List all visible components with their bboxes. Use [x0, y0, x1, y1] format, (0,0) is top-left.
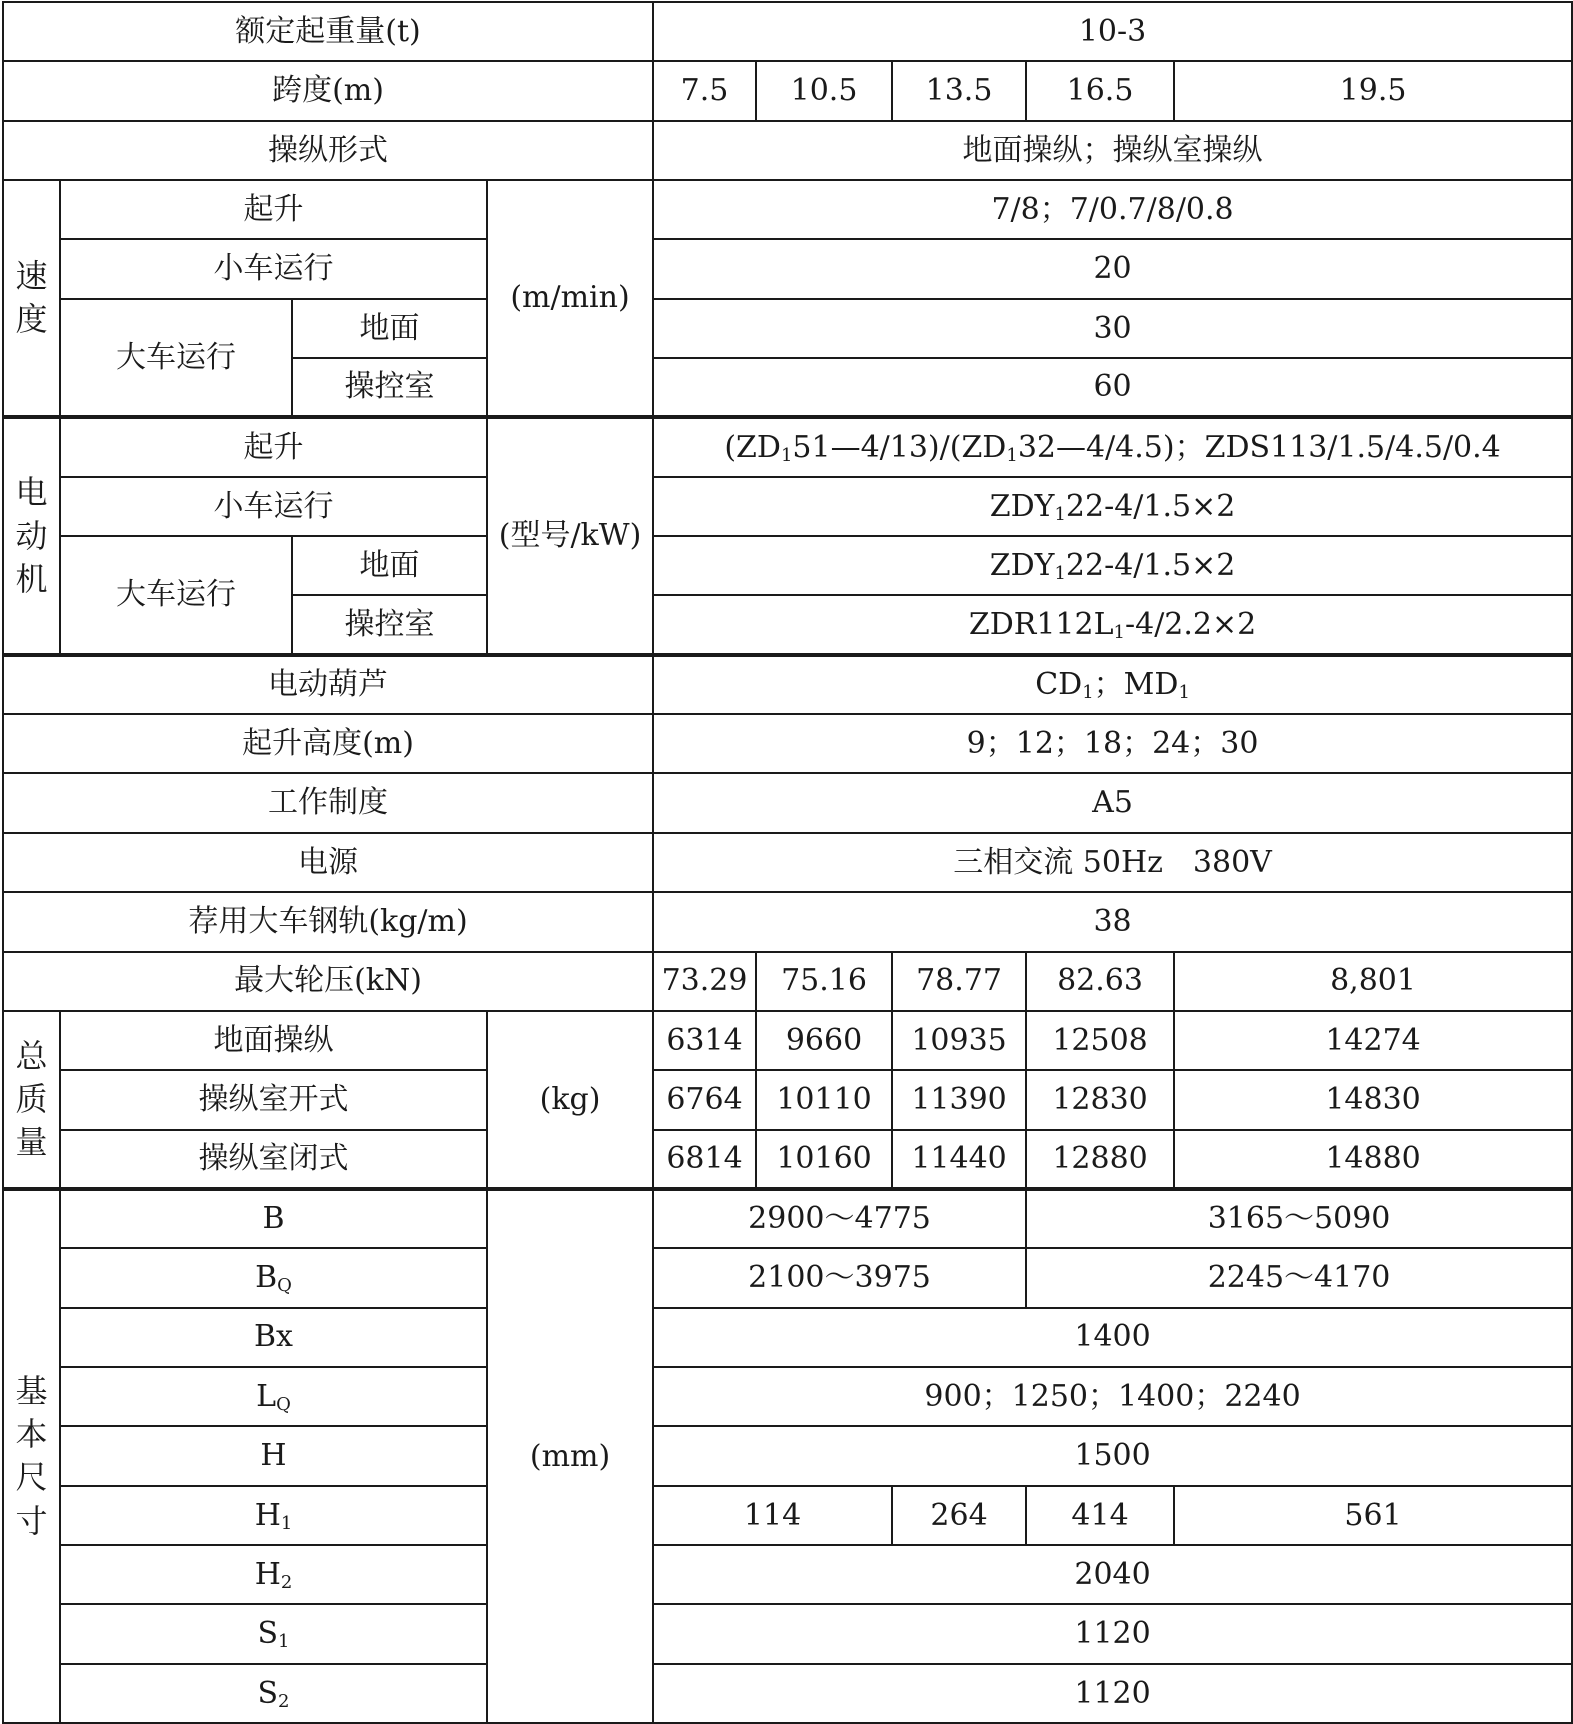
- mass-value: 12508: [1026, 1011, 1174, 1070]
- value-dim-S1: 1120: [653, 1604, 1572, 1663]
- label-duty: 工作制度: [3, 773, 653, 832]
- mass-value: 14274: [1174, 1011, 1572, 1070]
- mass-value: 6814: [653, 1130, 756, 1189]
- label-span: 跨度(m): [3, 61, 653, 120]
- wheel-load-value: 8,801: [1174, 952, 1572, 1011]
- label-mass-cab-closed: 操纵室闭式: [60, 1130, 487, 1189]
- row-max-wheel-load: [3, 952, 1572, 1011]
- row-dim-B: [3, 1189, 1572, 1248]
- label-lift-height: 起升高度(m): [3, 714, 653, 773]
- mass-value: 11390: [892, 1070, 1026, 1129]
- label-motor-trolley: 小车运行: [60, 477, 487, 536]
- dim-H1-value: 414: [1026, 1486, 1174, 1545]
- row-motor-hoist: [3, 417, 1572, 476]
- row-rail: [3, 892, 1572, 951]
- label-dim-S2: $S_2$: [60, 1664, 487, 1723]
- mass-value: 12880: [1026, 1130, 1174, 1189]
- unit-dimensions: (mm): [487, 1189, 653, 1723]
- group-char: 机: [15, 559, 48, 598]
- crane-spec-table: [2, 1, 1573, 1724]
- label-motor-crane-travel: 大车运行: [60, 536, 292, 655]
- label-speed-trolley: 小车运行: [60, 239, 487, 298]
- row-dim-BQ: [3, 1248, 1572, 1307]
- unit-total-mass: (kg): [487, 1011, 653, 1189]
- mass-value: 14880: [1174, 1130, 1572, 1189]
- row-speed-trolley: [3, 239, 1572, 298]
- mass-value: 10935: [892, 1011, 1026, 1070]
- mass-value: 10160: [756, 1130, 892, 1189]
- value-dim-LQ: 900；1250；1400；2240: [653, 1367, 1572, 1426]
- group-char: 总: [15, 1036, 48, 1075]
- value-power: 三相交流 50Hz 380V: [653, 833, 1572, 892]
- row-dim-H2: [3, 1545, 1572, 1604]
- label-hoist-type: 电动葫芦: [3, 655, 653, 714]
- label-speed-hoist: 起升: [60, 180, 487, 239]
- unit-motor: (型号/kW): [487, 417, 653, 654]
- row-rated-load: [3, 2, 1572, 61]
- label-max-wheel-load: 最大轮压(kN): [3, 952, 653, 1011]
- value-motor-crane-cab: $ZDR112L_1-4/2.2\times 2$: [653, 595, 1572, 654]
- mass-value: 9660: [756, 1011, 892, 1070]
- row-dim-S2: [3, 1664, 1572, 1723]
- value-speed-trolley: 20: [653, 239, 1572, 298]
- dim-H1-value: 561: [1174, 1486, 1572, 1545]
- label-dim-BQ: $B_Q$: [60, 1248, 487, 1307]
- row-dim-H: [3, 1426, 1572, 1485]
- value-speed-hoist: 7/8；7/0.7/8/0.8: [653, 180, 1572, 239]
- label-power: 电源: [3, 833, 653, 892]
- span-value: 7.5: [653, 61, 756, 120]
- row-speed-crane-ground: [3, 299, 1572, 358]
- label-dim-H2: $H_2$: [60, 1545, 487, 1604]
- mass-value: 14830: [1174, 1070, 1572, 1129]
- group-char: 速: [15, 257, 48, 296]
- group-label-dimensions: [3, 1189, 60, 1723]
- wheel-load-value: 78.77: [892, 952, 1026, 1011]
- value-speed-crane-cab: 60: [653, 358, 1572, 417]
- row-lift-height: [3, 714, 1572, 773]
- label-control-mode: 操纵形式: [3, 121, 653, 180]
- value-dim-S2: 1120: [653, 1664, 1572, 1723]
- row-dim-BX: [3, 1308, 1572, 1367]
- row-control-mode: [3, 121, 1572, 180]
- mass-value: 12830: [1026, 1070, 1174, 1129]
- row-duty: [3, 773, 1572, 832]
- row-dim-H1: [3, 1486, 1572, 1545]
- dim-B-value-short: 2900～4775: [653, 1189, 1026, 1248]
- value-dim-H2: 2040: [653, 1545, 1572, 1604]
- mass-value: 10110: [756, 1070, 892, 1129]
- row-power: [3, 833, 1572, 892]
- group-char: 量: [15, 1122, 48, 1161]
- label-motor-hoist: 起升: [60, 417, 487, 476]
- group-label-total-mass: [3, 1011, 60, 1189]
- value-rated-load: 10-3: [653, 2, 1572, 61]
- row-span: [3, 61, 1572, 120]
- label-motor-crane-ground: 地面: [292, 536, 487, 595]
- row-speed-hoist: [3, 180, 1572, 239]
- mass-value: 6314: [653, 1011, 756, 1070]
- row-motor-crane-ground: [3, 536, 1572, 595]
- label-dim-S1: $S_1$: [60, 1604, 487, 1663]
- group-char: 本: [15, 1415, 48, 1454]
- group-char: 度: [15, 300, 48, 339]
- dim-BQ-value-long: 2245～4170: [1026, 1248, 1572, 1307]
- value-control-mode: 地面操纵；操纵室操纵: [653, 121, 1572, 180]
- label-speed-crane-ground: 地面: [292, 299, 487, 358]
- value-motor-crane-ground: $ZDY_122-4/1.5\times 2$: [653, 536, 1572, 595]
- value-dim-H: 1500: [653, 1426, 1572, 1485]
- wheel-load-value: 75.16: [756, 952, 892, 1011]
- dim-B-value-long: 3165～5090: [1026, 1189, 1572, 1248]
- dim-H1-value: 264: [892, 1486, 1026, 1545]
- label-motor-crane-cab: 操控室: [292, 595, 487, 654]
- value-motor-trolley: $ZDY_122-4/1.5\times 2$: [653, 477, 1572, 536]
- group-label-motor: [3, 417, 60, 654]
- span-value: 13.5: [892, 61, 1026, 120]
- row-mass-ground: [3, 1011, 1572, 1070]
- label-mass-cab-open: 操纵室开式: [60, 1070, 487, 1129]
- label-dim-H1: $H_1$: [60, 1486, 487, 1545]
- wheel-load-value: 73.29: [653, 952, 756, 1011]
- unit-speed: (m/min): [487, 180, 653, 417]
- label-rated-load: 额定起重量(t): [3, 2, 653, 61]
- span-value: 10.5: [756, 61, 892, 120]
- value-hoist-type: $CD_1$；$MD_1$: [653, 655, 1572, 714]
- group-char: 质: [15, 1079, 48, 1118]
- group-char: 尺: [15, 1458, 48, 1497]
- label-mass-ground: 地面操纵: [60, 1011, 487, 1070]
- group-char: 寸: [15, 1501, 48, 1540]
- label-dim-B: B: [60, 1189, 487, 1248]
- row-dim-LQ: [3, 1367, 1572, 1426]
- value-duty: A5: [653, 773, 1572, 832]
- value-motor-hoist: $(ZD_151—4/13)/(ZD_132—4/4.5)$；ZDS113/1.5/4.5/0.4: [653, 417, 1572, 476]
- group-label-speed: [3, 180, 60, 417]
- row-dim-S1: [3, 1604, 1572, 1663]
- group-char: 电: [15, 473, 48, 512]
- value-rail: 38: [653, 892, 1572, 951]
- value-dim-BX: 1400: [653, 1308, 1572, 1367]
- span-value: 19.5: [1174, 61, 1572, 120]
- label-speed-crane-travel: 大车运行: [60, 299, 292, 418]
- mass-value: 11440: [892, 1130, 1026, 1189]
- row-hoist-type: [3, 655, 1572, 714]
- dim-H1-value: 114: [653, 1486, 892, 1545]
- group-char: 动: [15, 516, 48, 555]
- row-mass-cab-closed: [3, 1130, 1572, 1189]
- value-speed-crane-ground: 30: [653, 299, 1572, 358]
- span-value: 16.5: [1026, 61, 1174, 120]
- label-dim-H: H: [60, 1426, 487, 1485]
- mass-value: 6764: [653, 1070, 756, 1129]
- label-rail: 荐用大车钢轨(kg/m): [3, 892, 653, 951]
- value-lift-height: 9；12；18；24；30: [653, 714, 1572, 773]
- wheel-load-value: 82.63: [1026, 952, 1174, 1011]
- group-char: 基: [15, 1372, 48, 1411]
- label-dim-LQ: $L_Q$: [60, 1367, 487, 1426]
- row-mass-cab-open: [3, 1070, 1572, 1129]
- row-motor-trolley: [3, 477, 1572, 536]
- label-dim-BX: Bx: [60, 1308, 487, 1367]
- label-speed-crane-cab: 操控室: [292, 358, 487, 417]
- dim-BQ-value-short: 2100～3975: [653, 1248, 1026, 1307]
